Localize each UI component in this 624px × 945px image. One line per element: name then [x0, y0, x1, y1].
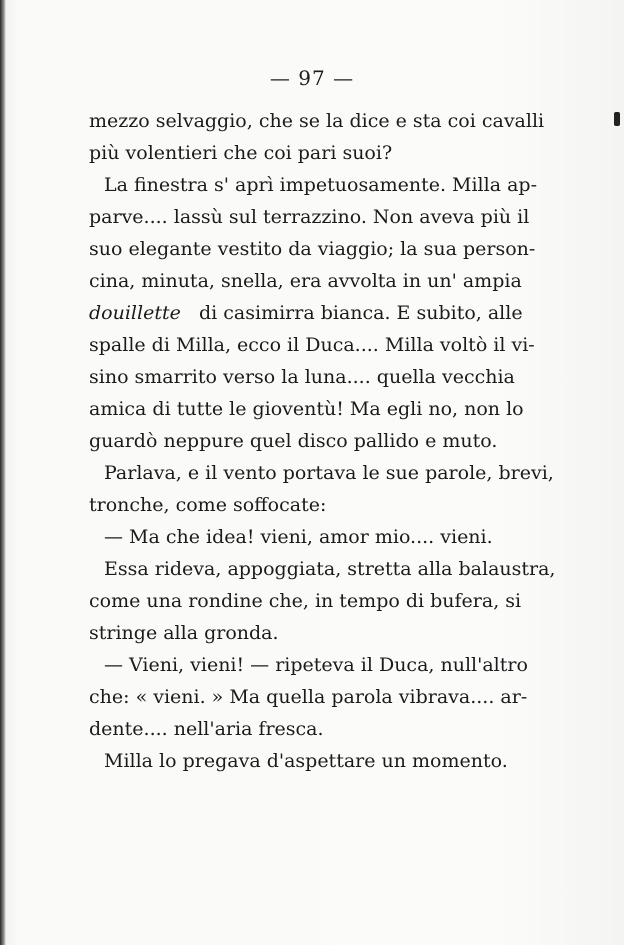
text-line: suo elegante vestito da viaggio; la sua person- [89, 238, 536, 260]
text-line: come una rondine che, in tempo di bufera, si [89, 590, 522, 612]
page-number: — 97 — [269, 66, 355, 90]
text-line-rest: di casimirra bianca. E subito, alle [199, 302, 523, 324]
text-line [89, 302, 523, 324]
text-line: Essa rideva, appoggiata, stretta alla balaustra, [104, 558, 556, 580]
text-line: stringe alla gronda. [89, 622, 279, 644]
text-line: cina, minuta, snella, era avvolta in un' ampia [89, 270, 522, 292]
text-line: spalle di Milla, ecco il Duca.... Milla voltò il vi- [89, 334, 535, 356]
text-line: più volentieri che coi pari suoi? [89, 142, 393, 164]
text-line: guardò neppure quel disco pallido e muto. [89, 430, 498, 452]
text-line: Parlava, e il vento portava le sue parole, brevi, [104, 462, 554, 484]
italic-word: douillette [89, 302, 181, 324]
text-line: amica di tutte le gioventù! Ma egli no, non lo [89, 398, 524, 420]
text-line: sino smarrito verso la luna.... quella vecchia [89, 366, 515, 388]
text-line: La finestra s' aprì impetuosamente. Milla ap- [104, 174, 537, 196]
scan-mark [614, 112, 620, 126]
text-line: mezzo selvaggio, che se la dice e sta coi cavalli [89, 110, 545, 132]
text-line: tronche, come soffocate: [89, 494, 327, 516]
text-line: — Vieni, vieni! — ripeteva il Duca, null'altro [104, 654, 528, 676]
text-line: — Ma che idea! vieni, amor mio.... vieni. [104, 526, 493, 548]
text-line: Milla lo pregava d'aspettare un momento. [104, 750, 508, 772]
text-line: che: « vieni. » Ma quella parola vibrava.... ar- [89, 686, 528, 708]
page-binding-edge [0, 0, 6, 945]
text-line: parve.... lassù sul terrazzino. Non aveva più il [89, 206, 530, 228]
text-line: dente.... nell'aria fresca. [89, 718, 324, 740]
